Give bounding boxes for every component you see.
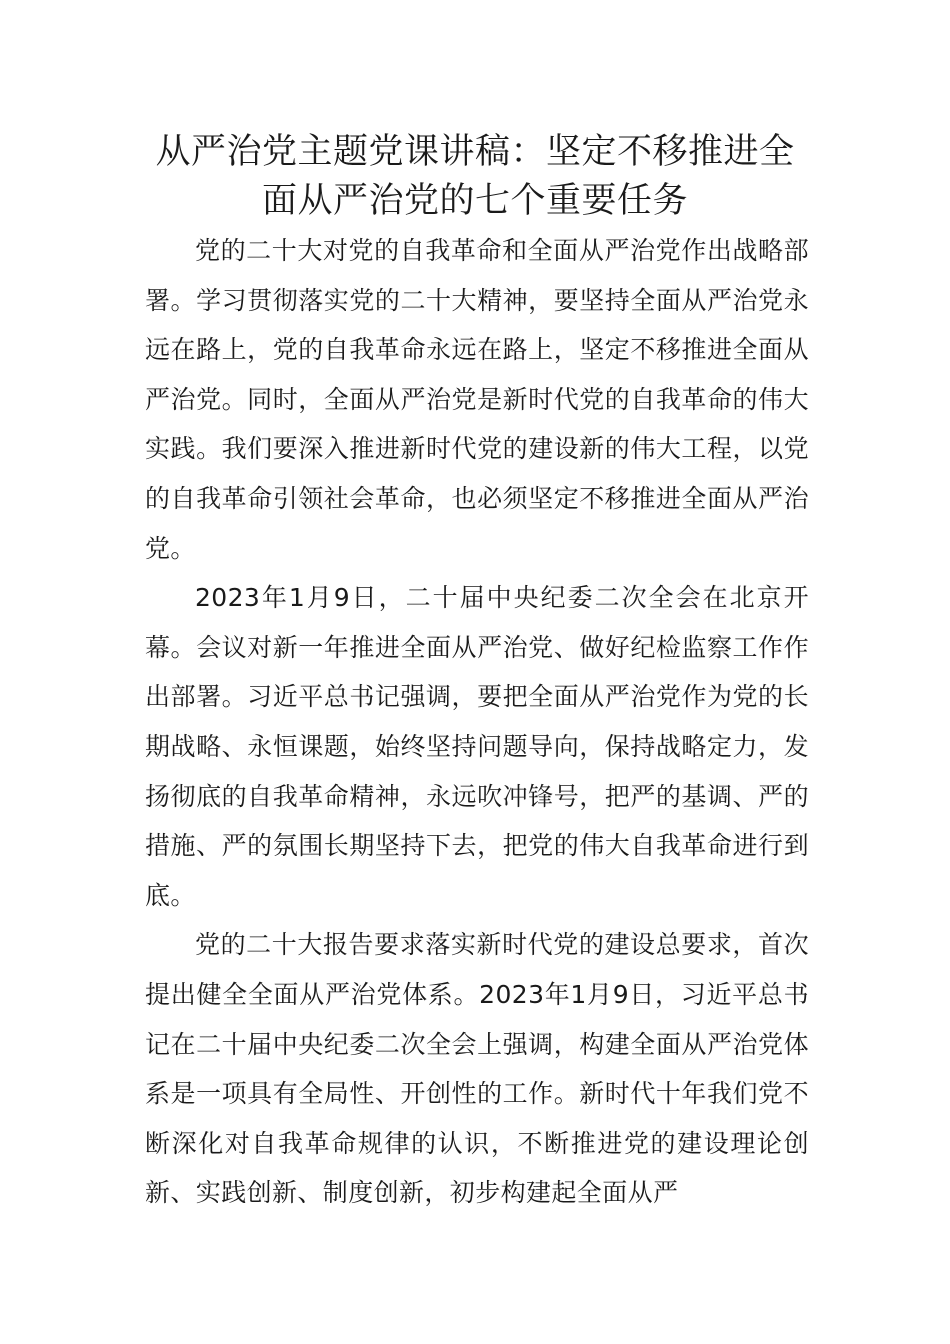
- document-title: [120, 128, 830, 226]
- title-line-1: 从严治党主题党课讲稿：坚定不移推进全: [155, 132, 795, 172]
- paragraph: 党的二十大报告要求落实新时代党的建设总要求，首次提出健全全面从严治党体系。2023年1月9日，习近平总书记在二十届中央纪委二次全会上强调，构建全面从严治党体系是一项具有全局性、开创性的工作。新时代十年我们党不断深化对自我革命规律的认识，不断推进党的建设理论创新、实践创新、制度创新，初步构建起全面从严: [145, 930, 809, 1208]
- title-line-2: 面从严治党的七个重要任务: [261, 181, 688, 221]
- document-body: [145, 226, 809, 1218]
- paragraph: 党的二十大对党的自我革命和全面从严治党作出战略部署。学习贯彻落实党的二十大精神，要坚持全面从严治党永远在路上，党的自我革命永远在路上，坚定不移推进全面从严治党。同时，全面从严治党是新时代党的自我革命的伟大实践。我们要深入推进新时代党的建设新的伟大工程，以党的自我革命引领社会革命，也必须坚定不移推进全面从严治党。: [145, 236, 809, 563]
- paragraph: 2023年1月9日，二十届中央纪委二次全会在北京开幕。会议对新一年推进全面从严治党、做好纪检监察工作作出部署。习近平总书记强调，要把全面从严治党作为党的长期战略、永恒课题，始终坚持问题导向，保持战略定力，发扬彻底的自我革命精神，永远吹冲锋号，把严的基调、严的措施、严的氛围长期坚持下去，把党的伟大自我革命进行到底。: [145, 583, 809, 910]
